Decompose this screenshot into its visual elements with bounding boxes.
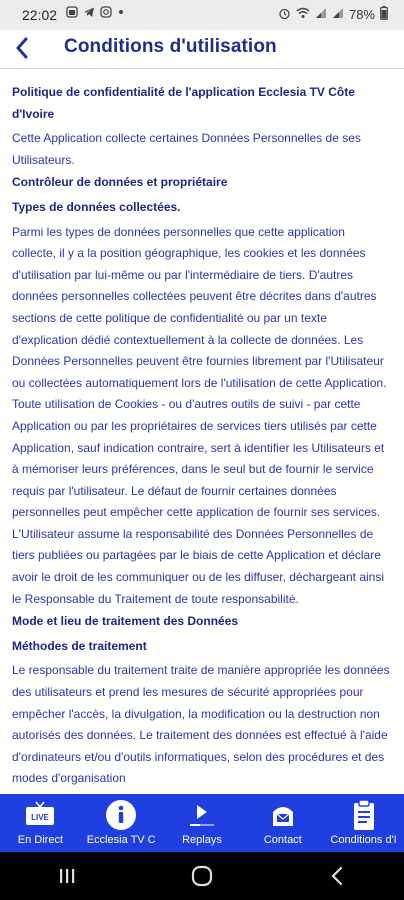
policy-intro: Cette Application collecte certaines Données Personnelles de ses Utilisateurs.	[12, 131, 361, 167]
svg-text:LIVE: LIVE	[31, 813, 50, 822]
nav-label-replays: Replays	[182, 834, 222, 846]
page-title: Conditions d'utilisation	[64, 36, 277, 57]
policy-content[interactable]	[12, 82, 392, 792]
system-back-icon	[330, 866, 344, 886]
system-nav-bar	[0, 852, 404, 900]
bottom-nav	[0, 794, 404, 852]
system-back-button[interactable]	[307, 856, 367, 896]
wifi-icon	[296, 7, 310, 22]
app-header	[0, 30, 404, 69]
nav-item-replays[interactable]	[162, 794, 243, 852]
live-tv-icon	[24, 800, 56, 830]
nav-label-en-direct: En Direct	[17, 834, 64, 846]
controller-heading: Contrôleur de données et propriétaire	[12, 175, 228, 190]
play-icon	[186, 800, 218, 830]
battery-percent: 78%	[348, 7, 375, 22]
dot-icon	[117, 6, 125, 21]
processing-mode-heading: Mode et lieu de traitement des Données	[12, 614, 239, 629]
telegram-icon	[83, 6, 95, 21]
home-button[interactable]	[172, 856, 232, 896]
clipboard-icon	[350, 800, 378, 830]
nav-item-en-direct[interactable]	[0, 794, 81, 852]
notification-app-icon	[66, 6, 78, 21]
status-bar	[0, 0, 404, 30]
status-right-icons	[278, 6, 388, 23]
mailbox-icon	[267, 800, 299, 830]
processing-methods-heading: Méthodes de traitement	[12, 638, 147, 653]
nav-label-conditions: Conditions d'I	[330, 834, 397, 846]
processing-methods-text: Le responsable du traitement traite de manière appropriée les données des utilisateurs et prend les mesures de sécurité appropriées pour empêcher l'accès, la divulgation, la modification ou la destruction non autorisés des données. Le traitement des données est effectué à l'aide d'ordinateurs et/ou d'outils informatiques, selon des procédures et des modes d'organisation	[12, 663, 390, 786]
nav-label-ecclesia-tv: Ecclesia TV C	[86, 834, 156, 846]
back-button[interactable]	[6, 32, 38, 64]
recent-apps-icon	[57, 867, 77, 885]
battery-icon	[380, 6, 388, 23]
nav-label-contact: Contact	[263, 834, 302, 846]
nav-item-ecclesia-tv[interactable]	[81, 794, 162, 852]
nav-item-conditions[interactable]	[323, 794, 404, 852]
recent-apps-button[interactable]	[37, 856, 97, 896]
nav-item-contact[interactable]	[242, 794, 323, 852]
data-types-heading: Types de données collectées.	[12, 199, 181, 214]
instagram-icon	[100, 6, 112, 21]
status-time: 22:02	[22, 7, 58, 23]
status-left-icons	[66, 6, 125, 21]
back-arrow-icon	[15, 37, 29, 59]
signal-icon	[332, 7, 344, 22]
info-icon	[105, 800, 137, 830]
alarm-icon	[278, 7, 291, 23]
policy-heading: Politique de confidentialité de l'application Ecclesia TV Côte d'Ivoire	[12, 85, 355, 121]
signal-icon	[315, 7, 327, 22]
data-types-text: Parmi les types de données personnelles que cette application collecte, il y a la position géographique, les cookies et les données d'utilisation par lui-même ou par l'intermédiaire de tiers. D'autres données personnelles collectées peuvent être décrites dans d'autres sections de cette politique de confidentialité ou par un texte d'explication dédié contextuellement à la collecte de données. Les Données Personnelles peuvent être fournies librement par l'Utilisateur ou collectées automatiquement lors de l'utilisation de cette Application. Toute utilisation de Cookies - ou d'autres outils de suivi - par cette Application ou par les propriétaires de services tiers utilisés par cette Application, sauf indication contraire, sert à identifier les Utilisateurs et à mémoriser leurs préférences, dans le seul but de fournir le service requis par l'utilisateur. Le défaut de fournir certaines données personnelles peut empêcher cette application de fournir ses services. L'Utilisateur assume la responsabilité des Données Personnelles de tiers publiées ou partagées par le biais de cette Application et déclare avoir le droit de les communiquer ou de les diffuser, déchargeant ainsi le Responsable du Traitement de toute responsabilité.	[12, 224, 387, 606]
home-icon	[191, 865, 213, 887]
